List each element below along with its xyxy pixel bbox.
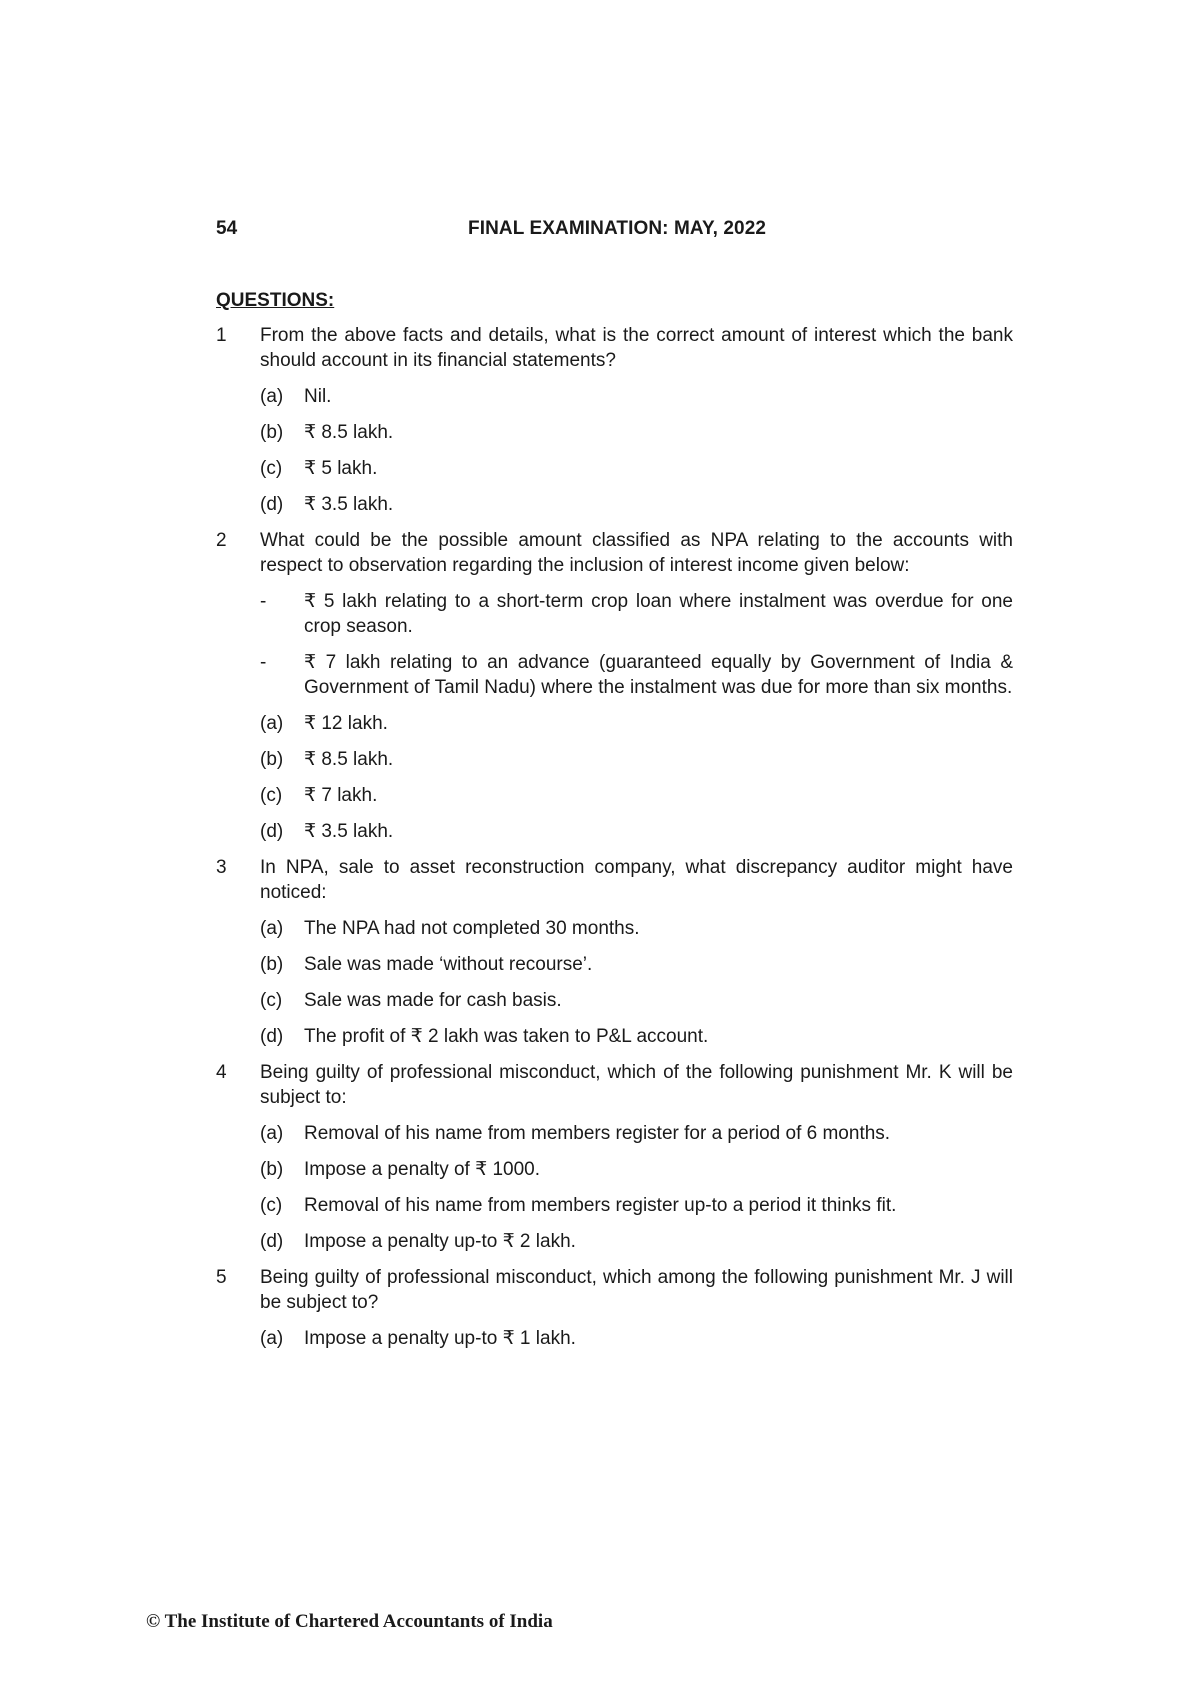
option-text: Impose a penalty of ₹ 1000. <box>304 1159 541 1180</box>
answer-option <box>260 952 1013 977</box>
page-header <box>216 218 1016 244</box>
answer-option <box>260 988 1013 1013</box>
answer-option <box>260 711 1013 736</box>
option-label: (b) <box>260 422 284 443</box>
option-text: Nil. <box>304 386 332 407</box>
answer-option <box>260 1121 1013 1146</box>
option-label: (b) <box>260 749 284 770</box>
option-text: ₹ 8.5 lakh. <box>304 749 394 770</box>
bullet-text: ₹ 5 lakh relating to a short-term crop loan where instalment was overdue for one crop season. <box>304 591 1013 637</box>
question-2 <box>216 528 1013 844</box>
option-text: Removal of his name from members register up-to a period it thinks fit. <box>304 1195 897 1216</box>
question-number: 5 <box>216 1267 227 1288</box>
question-5 <box>216 1265 1013 1351</box>
option-label: (d) <box>260 1231 284 1252</box>
option-text: ₹ 5 lakh. <box>304 458 378 479</box>
bullet-mark: - <box>260 652 267 673</box>
page-number: 54 <box>216 218 238 239</box>
option-label: (b) <box>260 1159 284 1180</box>
question-number: 1 <box>216 325 227 346</box>
option-text: Impose a penalty up-to ₹ 1 lakh. <box>304 1328 576 1349</box>
option-label: (c) <box>260 990 283 1011</box>
question-list <box>216 323 1013 1351</box>
answer-option <box>260 384 1013 409</box>
questions-section <box>216 288 1013 1362</box>
section-heading: QUESTIONS: <box>216 290 335 311</box>
bullet-item <box>260 589 1013 639</box>
question-number: 3 <box>216 857 227 878</box>
question-1 <box>216 323 1013 517</box>
question-number: 4 <box>216 1062 227 1083</box>
question-3 <box>216 855 1013 1049</box>
option-label: (c) <box>260 1195 283 1216</box>
exam-title: FINAL EXAMINATION: MAY, 2022 <box>468 218 767 239</box>
option-text: ₹ 12 lakh. <box>304 713 388 734</box>
answer-option <box>260 420 1013 445</box>
answer-option <box>260 747 1013 772</box>
option-text: ₹ 3.5 lakh. <box>304 494 394 515</box>
answer-option <box>260 492 1013 517</box>
option-text: Removal of his name from members register for a period of 6 months. <box>304 1123 891 1144</box>
answer-option <box>260 1193 1013 1218</box>
option-label: (a) <box>260 386 284 407</box>
option-label: (b) <box>260 954 284 975</box>
option-text: Sale was made ‘without recourse’. <box>304 954 593 975</box>
answer-option <box>260 819 1013 844</box>
option-text: ₹ 7 lakh. <box>304 785 378 806</box>
option-label: (a) <box>260 713 284 734</box>
bullet-text: ₹ 7 lakh relating to an advance (guaranteed equally by Government of India & Government of Tamil Nadu) where the instalment was due for more than six months. <box>304 652 1013 698</box>
question-number: 2 <box>216 530 227 551</box>
answer-option <box>260 783 1013 808</box>
question-4 <box>216 1060 1013 1254</box>
option-label: (a) <box>260 1123 284 1144</box>
answer-option <box>260 1157 1013 1182</box>
option-text: Sale was made for cash basis. <box>304 990 562 1011</box>
option-text: Impose a penalty up-to ₹ 2 lakh. <box>304 1231 576 1252</box>
option-text: ₹ 8.5 lakh. <box>304 422 394 443</box>
question-text: From the above facts and details, what is the correct amount of interest which the bank should account in its financial statements? <box>260 325 1013 371</box>
option-text: The profit of ₹ 2 lakh was taken to P&L account. <box>304 1026 709 1047</box>
answer-option <box>260 1024 1013 1049</box>
answer-option <box>260 456 1013 481</box>
option-label: (c) <box>260 458 283 479</box>
option-label: (d) <box>260 821 284 842</box>
bullet-item <box>260 650 1013 700</box>
question-text: Being guilty of professional misconduct, which of the following punishment Mr. K will be subject to: <box>260 1062 1013 1108</box>
option-label: (a) <box>260 918 284 939</box>
bullet-mark: - <box>260 591 267 612</box>
question-text: Being guilty of professional misconduct, which among the following punishment Mr. J will be subject to? <box>260 1267 1013 1313</box>
copyright-footer: © The Institute of Chartered Accountants of India <box>146 1611 553 1632</box>
question-text: What could be the possible amount classified as NPA relating to the accounts with respect to observation regarding the inclusion of interest income given below: <box>260 530 1013 576</box>
option-text: ₹ 3.5 lakh. <box>304 821 394 842</box>
option-label: (d) <box>260 1026 284 1047</box>
question-text: In NPA, sale to asset reconstruction company, what discrepancy auditor might have noticed: <box>260 857 1013 903</box>
answer-option <box>260 1326 1013 1351</box>
option-text: The NPA had not completed 30 months. <box>304 918 640 939</box>
option-label: (a) <box>260 1328 284 1349</box>
answer-option <box>260 916 1013 941</box>
option-label: (c) <box>260 785 283 806</box>
answer-option <box>260 1229 1013 1254</box>
option-label: (d) <box>260 494 284 515</box>
